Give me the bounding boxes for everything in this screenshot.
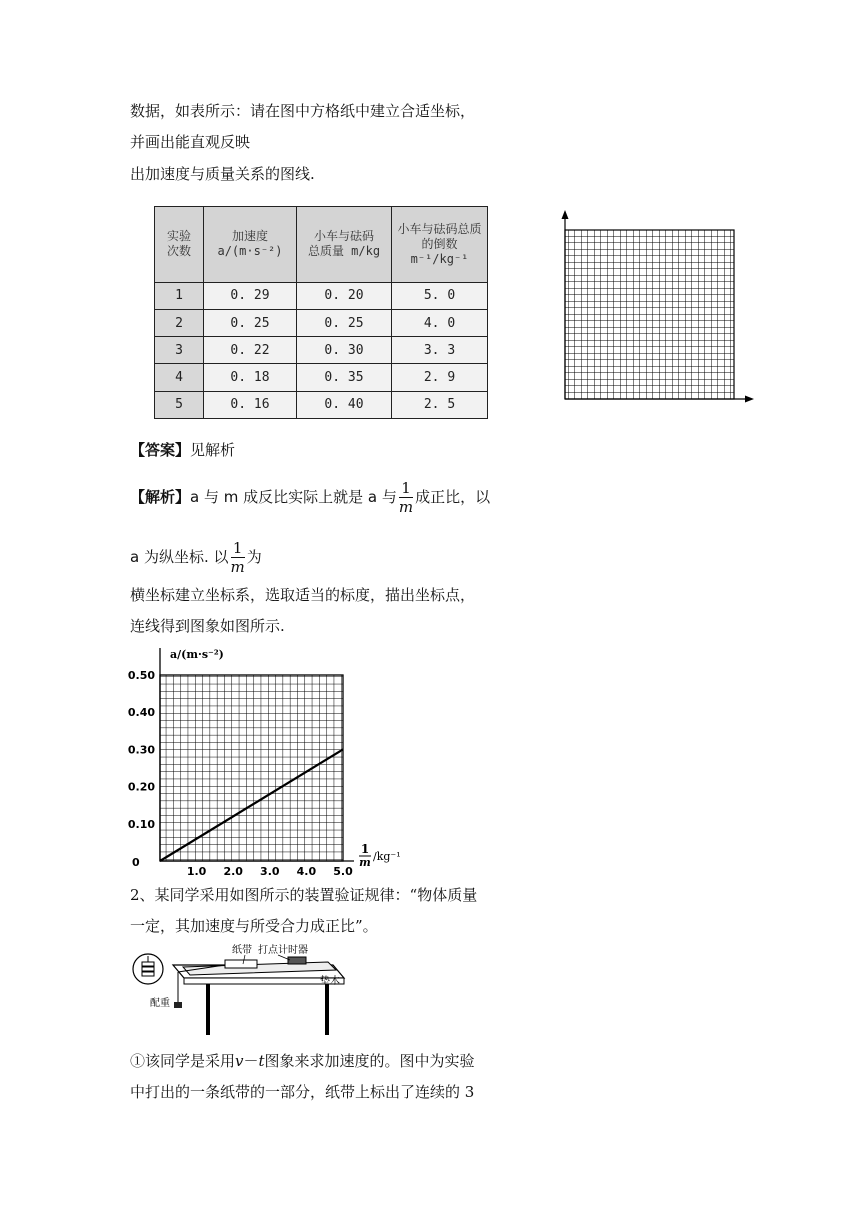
table-cell: 2: [155, 309, 204, 336]
acceleration-chart: [122, 640, 412, 876]
table-cell: 3: [155, 337, 204, 364]
table-cell: 4. 0: [392, 309, 488, 336]
table-cell: 2. 5: [392, 391, 488, 418]
question2-part1-text-a: ①该同学是采用: [130, 1052, 236, 1070]
blank-grid-paper: [555, 210, 755, 405]
label-paper-tape: 纸带: [232, 945, 252, 956]
hanging-weight: [174, 1002, 182, 1008]
table-cell: 2. 9: [392, 364, 488, 391]
answer-label: 【答案】: [130, 441, 191, 459]
weight-icon: [142, 956, 154, 976]
analysis-line-4: 连线得到图象如图所示.: [130, 617, 285, 635]
variable-v: v: [235, 1052, 244, 1070]
table-cell: 0. 20: [297, 282, 392, 309]
analysis-line-1: [130, 475, 490, 519]
table-cell: 5: [155, 391, 204, 418]
x-tick-label: 3.0: [260, 865, 280, 876]
table-row: [155, 282, 488, 309]
y-tick-label: 0.20: [127, 780, 155, 794]
table-row: [155, 337, 488, 364]
table-cell: 0. 40: [297, 391, 392, 418]
analysis-line-2: [130, 535, 262, 579]
analysis-part-2: 成正比，以: [415, 488, 491, 506]
fraction-denominator: m: [230, 558, 245, 576]
x-tick-label: 2.0: [223, 865, 243, 876]
table-cell: 0. 18: [204, 364, 297, 391]
table-cell: 0. 22: [204, 337, 297, 364]
analysis-line-3: 横坐标建立坐标系，选取适当的标度，描出坐标点，: [130, 586, 476, 604]
table-cell: 0. 25: [204, 309, 297, 336]
intro-line-1: 数据，如表所示：请在图中方格纸中建立合适坐标，: [130, 102, 476, 120]
fraction-one-over-m: [231, 539, 245, 576]
analysis-label: 【解析】: [130, 488, 191, 506]
arrow-up-icon: [562, 210, 569, 219]
x-axis-label-unit: /kg⁻¹: [373, 850, 401, 863]
table-row: [155, 309, 488, 336]
table-cell: 0. 16: [204, 391, 297, 418]
table-header: 小车与砝码 总质量 m/kg: [297, 207, 392, 283]
question2-part1-text-b: 图象来求加速度的。图中为实验: [264, 1052, 475, 1070]
table-cell: 5. 0: [392, 282, 488, 309]
fraction-denominator: m: [398, 498, 414, 516]
table-header-row: [155, 207, 488, 283]
analysis-line-2a: a 为纵坐标. 以: [130, 548, 229, 566]
question2-line-2: 一定，其加速度与所受合力成正比”。: [130, 917, 378, 935]
label-block: 垫木: [320, 976, 340, 987]
table-cell: 0. 30: [297, 337, 392, 364]
chart-grid: [160, 675, 343, 861]
answer-line: [130, 440, 235, 460]
table-cell: 0. 35: [297, 364, 392, 391]
x-axis-label-numerator: 1: [360, 842, 370, 856]
y-tick-label: 0.40: [127, 706, 155, 720]
analysis-line-2b: 为: [246, 548, 262, 566]
table-header: 实验 次数: [155, 207, 204, 283]
table-cell: 1: [155, 282, 204, 309]
intro-line-3: 出加速度与质量关系的图线.: [130, 165, 315, 183]
dash: －: [243, 1052, 259, 1070]
y-axis-label: a/(m·s⁻²): [170, 648, 224, 661]
fraction-numerator: 1: [399, 479, 413, 498]
table-header: 小车与砝码总质 的倒数 m⁻¹/kg⁻¹: [392, 207, 488, 283]
fraction-one-over-m: [399, 479, 413, 516]
variable-t: t: [258, 1052, 265, 1070]
arrow-right-icon: [745, 396, 754, 403]
apparatus-diagram: [128, 940, 358, 1040]
data-table: [154, 206, 488, 419]
x-tick-label: 1.0: [186, 865, 207, 876]
question2-line-1: 2、某同学采用如图所示的装置验证规律：“物体质量: [130, 886, 478, 904]
intro-line-2: 并画出能直观反映: [130, 133, 251, 151]
table-cell: 4: [155, 364, 204, 391]
fraction-numerator: 1: [231, 539, 245, 558]
question2-part1-line-2: 中打出的一条纸带的一部分，纸带上标出了连续的 3: [130, 1083, 475, 1101]
timer-icon: [288, 957, 306, 964]
y-tick-label: 0.50: [127, 669, 155, 682]
label-timer: 打点计时器: [258, 945, 308, 956]
table-cell: 0. 25: [297, 309, 392, 336]
x-tick-label: 4.0: [296, 865, 317, 876]
x-axis-label-denominator: m: [359, 856, 371, 869]
y-tick-label: 0.30: [127, 743, 155, 757]
table-cell: 3. 3: [392, 337, 488, 364]
table-cell: 0. 29: [204, 282, 297, 309]
origin-label: 0: [132, 856, 140, 869]
y-tick-label: 0.10: [127, 817, 155, 831]
table-row: [155, 391, 488, 418]
table-row: [155, 364, 488, 391]
analysis-part-1: a 与 m 成反比实际上就是 a 与: [190, 488, 397, 506]
cart: [225, 960, 257, 968]
question2-part1-line-1: [130, 1051, 475, 1071]
x-tick-label: 5.0: [333, 865, 353, 876]
label-weight: 配重: [150, 998, 170, 1009]
answer-text: 见解析: [190, 441, 236, 459]
table-header: 加速度 a/(m·s⁻²): [204, 207, 297, 283]
